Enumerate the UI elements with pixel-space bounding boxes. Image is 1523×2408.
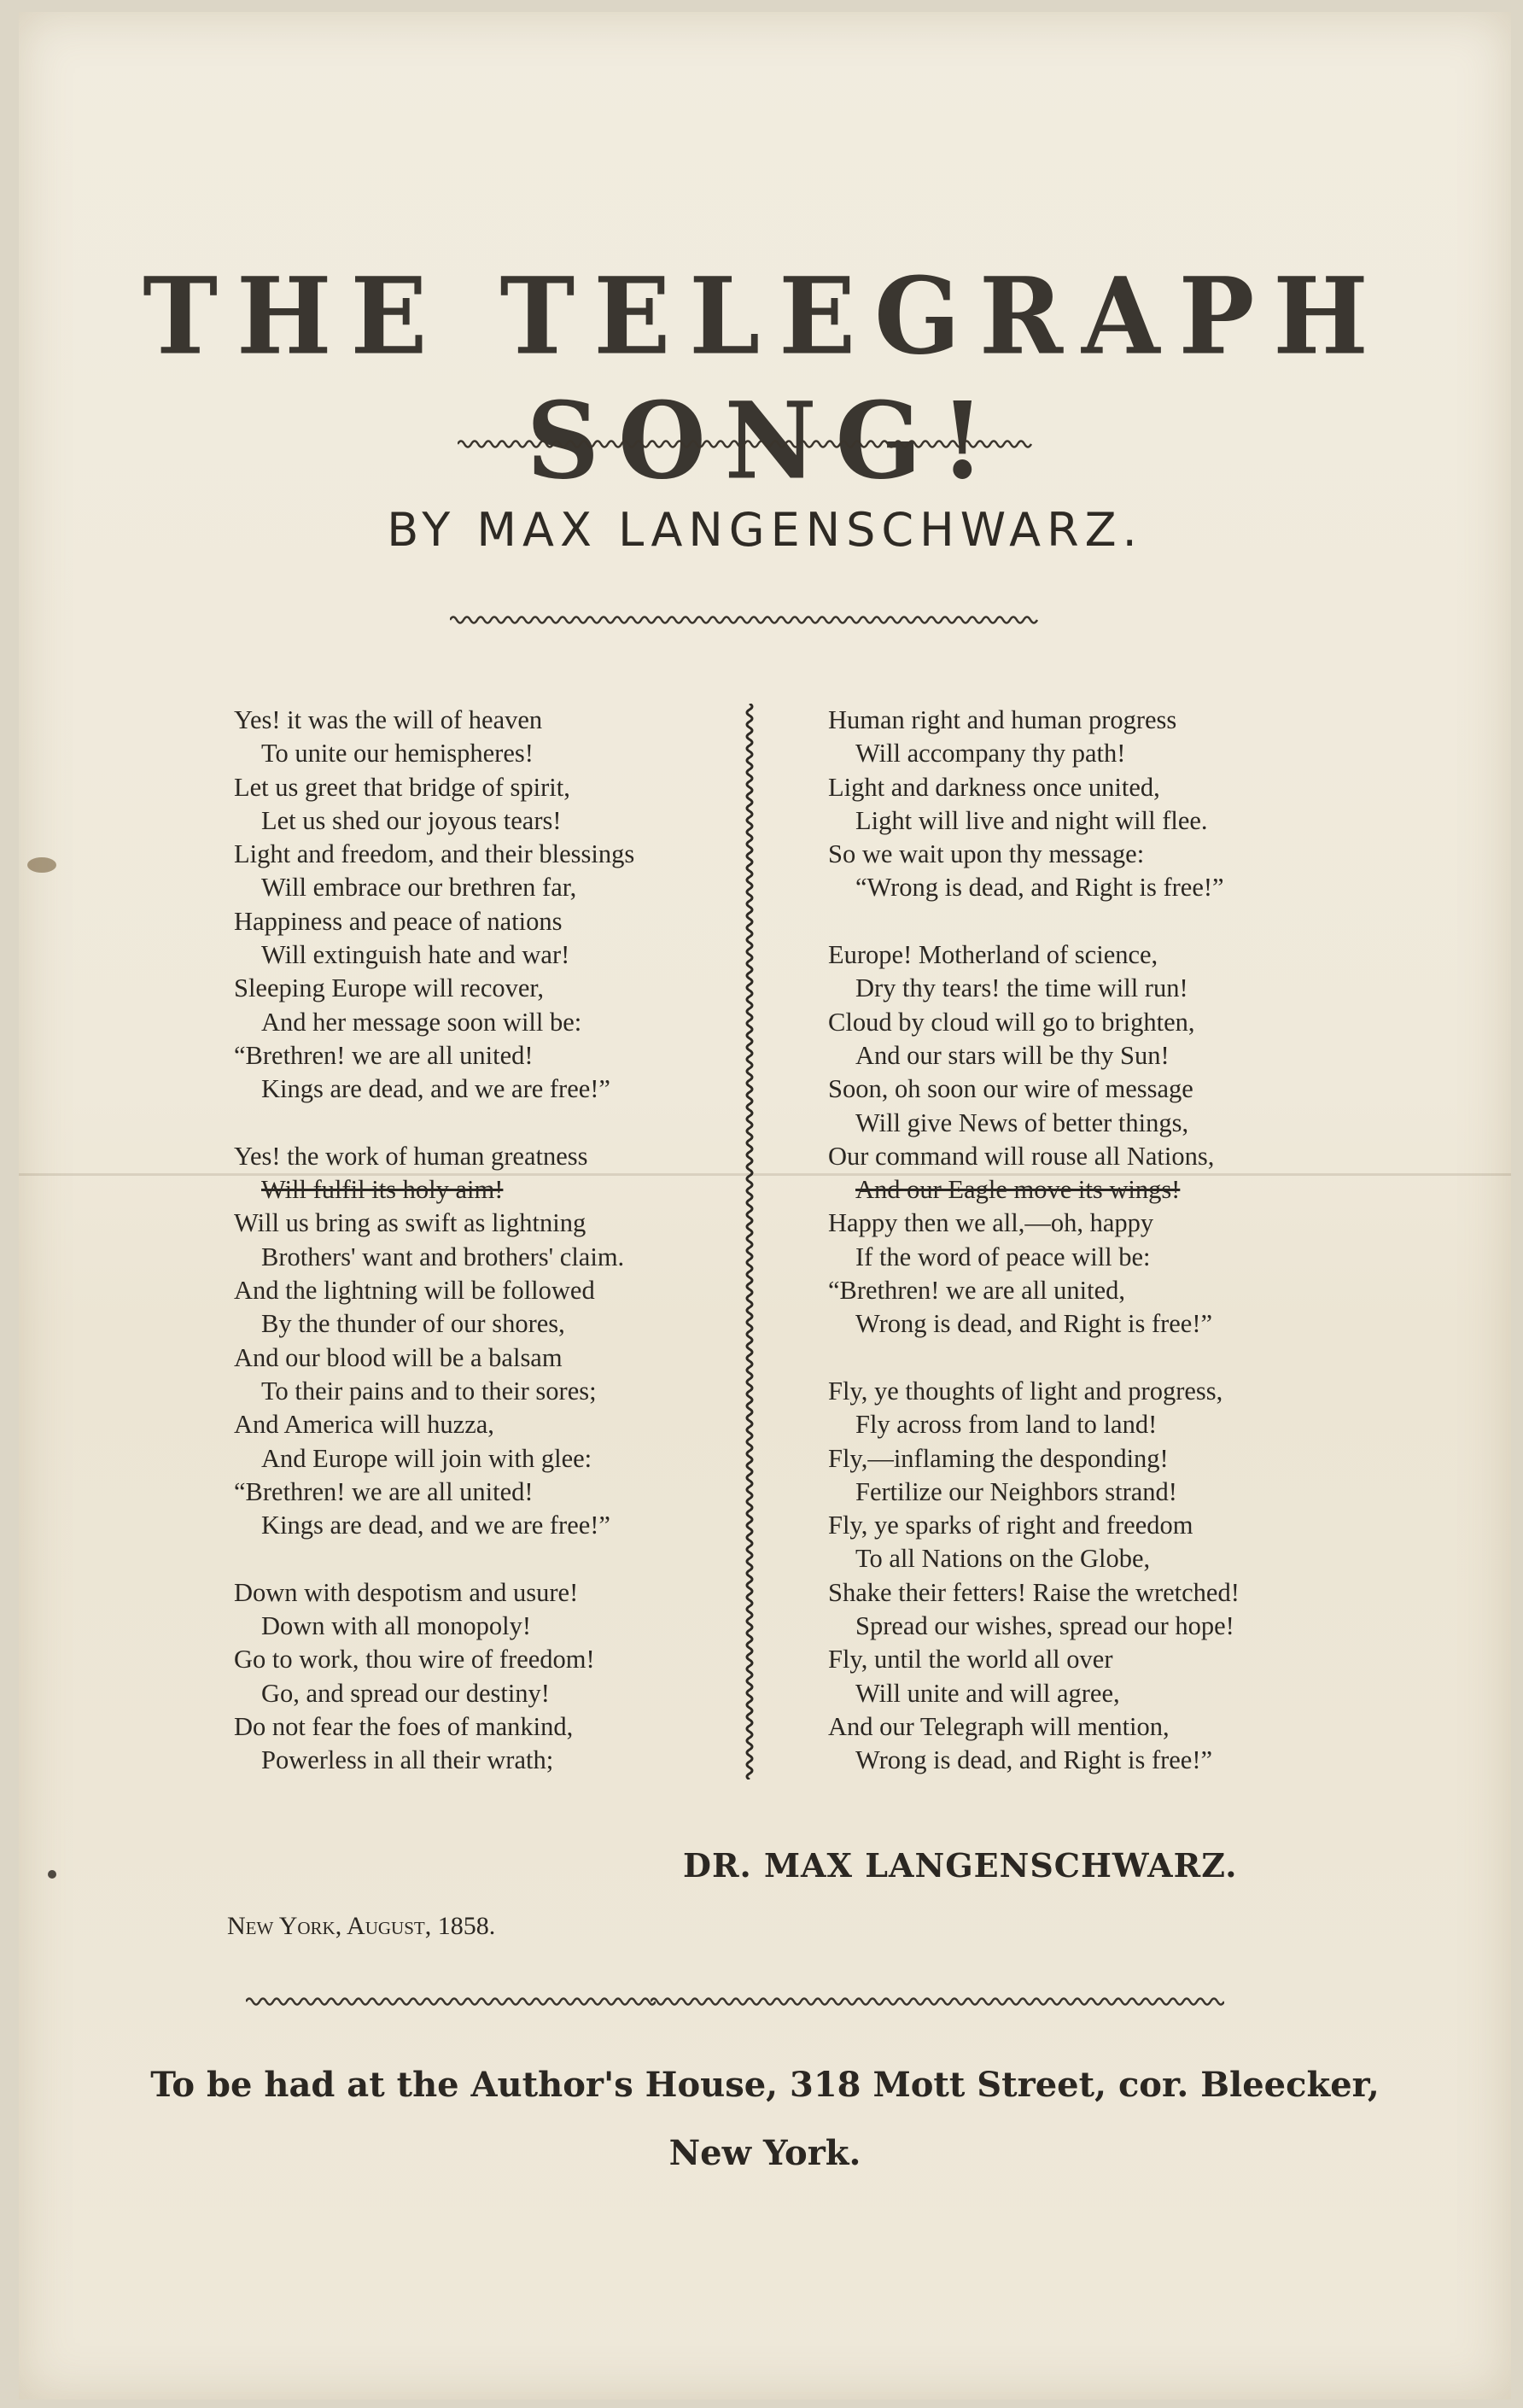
poem-line: Europe! Motherland of science,: [828, 940, 1158, 970]
song-title: THE TELEGRAPH SONG!: [143, 254, 1387, 503]
poem-line: Down with all monopoly!: [261, 1611, 531, 1641]
poem-line: Fly, ye thoughts of light and progress,: [828, 1376, 1223, 1406]
poem-line: To their pains and to their sores;: [261, 1376, 597, 1406]
poem-line: Wrong is dead, and Right is free!”: [855, 1309, 1213, 1339]
poem-line: Fertilize our Neighbors strand!: [855, 1476, 1177, 1506]
poem-line: Happiness and peace of nations: [234, 906, 563, 936]
poem-line: Yes! it was the will of heaven: [234, 705, 543, 734]
ornamental-rule-byline: [450, 611, 1039, 628]
poem-line: Yes! the work of human greatness: [234, 1141, 588, 1171]
poem-line: Light and freedom, and their blessings: [234, 839, 635, 869]
poem-line: And our Eagle move its wings!: [855, 1175, 1181, 1205]
poem-line: And our Telegraph will mention,: [828, 1711, 1170, 1741]
poem-line: And our stars will be thy Sun!: [855, 1040, 1170, 1070]
poem-line: By the thunder of our shores,: [261, 1309, 565, 1339]
poem-line: Down with despotism and usure!: [234, 1577, 579, 1607]
poem-line: Fly across from land to land!: [855, 1410, 1158, 1440]
poem-line: So we wait upon thy message:: [828, 839, 1145, 869]
poem-line: Powerless in all their wrath;: [261, 1745, 554, 1775]
poem-line: And her message soon will be:: [261, 1007, 582, 1037]
poem-right-column: [828, 704, 1240, 1778]
column-divider-wavy: [739, 704, 760, 1780]
poem-line: [234, 1542, 634, 1575]
poem-line: Fly,—inflaming the desponding!: [828, 1443, 1169, 1473]
poem-line: Will unite and will agree,: [855, 1678, 1120, 1708]
ink-dot: [48, 1870, 56, 1879]
imprint-line-1: To be had at the Author's House, 318 Mott Street, cor. Bleecker,: [150, 2065, 1380, 2105]
poem-line: Will give News of better things,: [855, 1108, 1189, 1137]
poem-line: Fly, until the world all over: [828, 1645, 1113, 1674]
poem-left-column: [234, 704, 634, 1778]
author-signature: DR. MAX LANGENSCHWARZ.: [683, 1846, 1238, 1885]
poem-line: Our command will rouse all Nations,: [828, 1141, 1215, 1171]
author-byline: BY MAX LANGENSCHWARZ.: [387, 503, 1143, 557]
poem-line: And the lightning will be followed: [234, 1276, 595, 1306]
poem-line: [828, 905, 1240, 938]
poem-line: Go to work, thou wire of freedom!: [234, 1645, 595, 1674]
poem-line: Will fulfil its holy aim!: [261, 1175, 504, 1205]
poem-line: Go, and spread our destiny!: [261, 1678, 550, 1708]
poem-line: Light will live and night will flee.: [855, 805, 1208, 835]
poem-line: If the word of peace will be:: [855, 1242, 1151, 1271]
poem-line: Do not fear the foes of mankind,: [234, 1711, 574, 1741]
ornamental-rule-bottom-right: [651, 1993, 1224, 2010]
paper-stain: [27, 857, 56, 873]
poem-line: Will embrace our brethren far,: [261, 873, 577, 903]
poem-line: [828, 1341, 1240, 1375]
poem-line: Kings are dead, and we are free!”: [261, 1511, 610, 1540]
poem-line: Will accompany thy path!: [855, 739, 1126, 769]
poem-line: Fly, ye sparks of right and freedom: [828, 1511, 1193, 1540]
dateline: New York, August, 1858.: [227, 1912, 496, 1940]
poem-line: Soon, oh soon our wire of message: [828, 1074, 1193, 1104]
poem-line: To unite our hemispheres!: [261, 739, 534, 769]
poem-line: And America will huzza,: [234, 1410, 494, 1440]
poem-line: And our blood will be a balsam: [234, 1342, 563, 1372]
poem-line: Kings are dead, and we are free!”: [261, 1074, 610, 1104]
poem-line: “Brethren! we are all united!: [234, 1476, 534, 1506]
ornamental-rule-top: [458, 435, 1038, 453]
ornamental-rule-bottom-left: [246, 1993, 656, 2010]
poem-line: Let us shed our joyous tears!: [261, 805, 562, 835]
poem-line: Dry thy tears! the time will run!: [855, 973, 1188, 1003]
poem-line: And Europe will join with glee:: [261, 1443, 592, 1473]
poem-line: Spread our wishes, spread our hope!: [855, 1611, 1234, 1641]
poem-line: “Brethren! we are all united!: [234, 1040, 534, 1070]
poem-line: Happy then we all,—oh, happy: [828, 1208, 1154, 1238]
poem-line: “Wrong is dead, and Right is free!”: [855, 873, 1224, 903]
poem-line: Sleeping Europe will recover,: [234, 973, 544, 1003]
imprint-notice: [19, 2051, 1511, 2188]
poem-line: Brothers' want and brothers' claim.: [261, 1242, 625, 1271]
broadside-sheet: [19, 12, 1511, 2399]
poem-line: Light and darkness once united,: [828, 772, 1160, 802]
poem-line: [234, 1107, 634, 1140]
poem-line: Will extinguish hate and war!: [261, 940, 570, 970]
poem-line: Will us bring as swift as lightning: [234, 1208, 586, 1238]
poem-line: Shake their fetters! Raise the wretched!: [828, 1577, 1240, 1607]
poem-line: Human right and human progress: [828, 705, 1177, 734]
poem-line: Cloud by cloud will go to brighten,: [828, 1007, 1195, 1037]
imprint-line-2: New York.: [668, 2133, 861, 2173]
poem-line: Let us greet that bridge of spirit,: [234, 772, 570, 802]
poem-line: Wrong is dead, and Right is free!”: [855, 1745, 1213, 1775]
poem-line: “Brethren! we are all united,: [828, 1276, 1126, 1306]
poem-line: To all Nations on the Globe,: [855, 1544, 1151, 1574]
